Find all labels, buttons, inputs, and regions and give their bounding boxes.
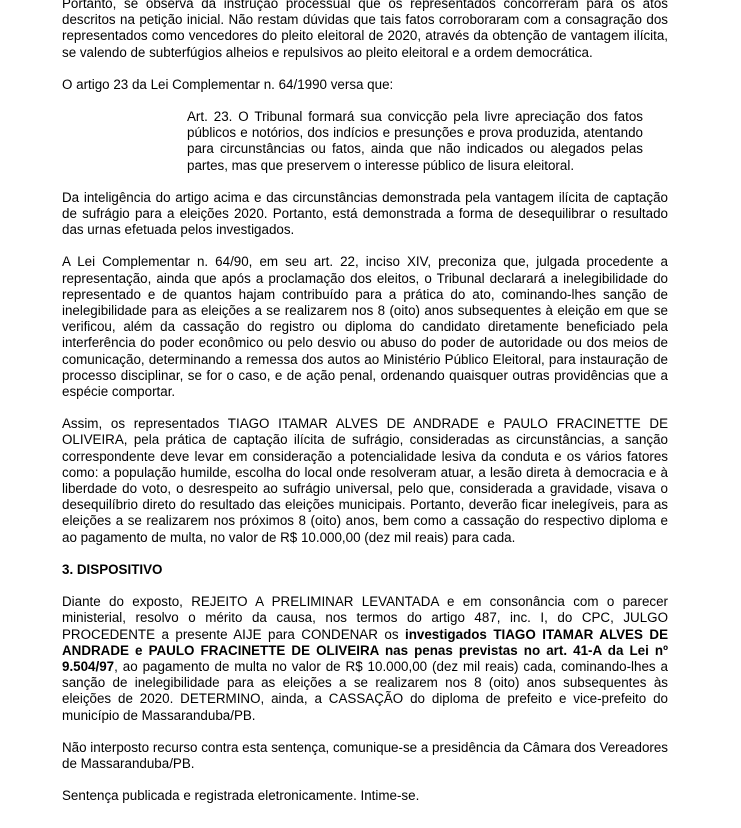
paragraph-recurso: Não interposto recurso contra esta sentença, comunique-se a presidência da Câmara dos Vereadores de Massaranduba/PB. xyxy=(62,739,668,771)
blockquote-article-23: Art. 23. O Tribunal formará sua convicção pela livre apreciação dos fatos públicos e notórios, dos indícios e presunções e prova produzida, atentando para circunstâncias ou fatos, ainda que não indicados ou alegados pelas partes, mas que preservem o interesse público de lisura eleitoral. xyxy=(187,109,643,173)
dispositivo-text-start: Diante do exposto, REJEITO A PRELIMINAR LEVANTADA e em consonância com o parecer ministerial, resolvo o mérito da causa, nos termos do artigo 487, inc. I, do CPC, JULGO PROCEDENTE a presente AIJE para CONDENAR os xyxy=(62,594,668,642)
paragraph-conclusion: Portanto, se observa da instrução processual que os representados concorreram para os atos descritos na petição inicial. Não restam dúvidas que tais fatos corroboraram com a consagração dos representados como vencedores do pleito eleitoral de 2020, através da obtenção de vantagem ilícita, se valendo de subterfúgios alheios e repulsivos ao pleito eleitoral e a ordem democrática. xyxy=(62,0,668,60)
paragraph-article-intro: O artigo 23 da Lei Complementar n. 64/1990 versa que: xyxy=(62,76,394,92)
paragraph-publicacao: Sentença publicada e registrada eletronicamente. Intime-se. xyxy=(62,788,420,804)
dispositivo-bold-text: investigados TIAGO ITAMAR ALVES DE ANDRADE e PAULO FRACINETTE DE OLIVEIRA nas penas previstas no art. 41-A da Lei nº 9.504/97 xyxy=(62,626,669,674)
paragraph-inteligencia: Da inteligência do artigo acima e das circunstâncias demonstrada pela vantagem ilícita de captação de sufrágio para a eleições 2020. Portanto, está demonstrada a forma de desequilibrar o resultado das urnas efetuada pelos investigados. xyxy=(62,189,668,238)
paragraph-representados: Assim, os representados TIAGO ITAMAR ALVES DE ANDRADE e PAULO FRACINETTE DE OLIVEIRA, pela prática de captação ilícita de sufrágio, consideradas as circunstâncias, a sanção correspondente deve levar em consideração a potencialidade lesiva da conduta e os vários fatores como: a população humilde, escolha do local onde resolveram atuar, a lesão direta à democracia e à liberdade do voto, o desrespeito ao sufrágio universal, pelo que, considerada a gravidade, visava o desequilíbrio direto do resultado das eleições municipais. Portanto, deverão ficar inelegíveis, para as eleições a se realizarem nos próximos 8 (oito) anos, bem como a cassação do respectivo diploma e ao pagamento de multa, no valor de R$ 10.000,00 (dez mil reais) para cada. xyxy=(62,416,668,545)
document-page xyxy=(62,0,668,804)
dispositivo-text-end: , ao pagamento de multa no valor de R$ 10.000,00 (dez mil reais) cada, cominando-lhes a sanção de inelegibilidade para as eleições a se realizarem nos 8 (oito) anos subsequentes às eleições de 2020. DETERMINO, ainda, a CASSAÇÃO do diploma de prefeito e vice-prefeito do município de Massaranduba/PB. xyxy=(62,658,668,723)
paragraph-lei-complementar: A Lei Complementar n. 64/90, em seu art. 22, inciso XIV, preconiza que, julgada procedente a representação, ainda que após a proclamação dos eleitos, o Tribunal declarará a inelegibilidade do representado e de quantos hajam contribuído para a prática do ato, cominando-lhes sanção de inelegibilidade para as eleições a se realizarem nos 8 (oito) anos subsequentes à eleição em que se verificou, além da cassação do registro ou diploma do candidato diretamente beneficiado pela interferência do poder econômico ou pelo desvio ou abuso do poder de autoridade ou dos meios de comunicação, determinando a remessa dos autos ao Ministério Público Eleitoral, para instauração de processo disciplinar, se for o caso, e de ação penal, ordenando quaisquer outras providências que a espécie comportar. xyxy=(62,254,668,400)
section-heading-text: 3. DISPOSITIVO xyxy=(62,561,163,577)
section-heading xyxy=(62,562,668,578)
paragraph-dispositivo xyxy=(62,594,668,724)
